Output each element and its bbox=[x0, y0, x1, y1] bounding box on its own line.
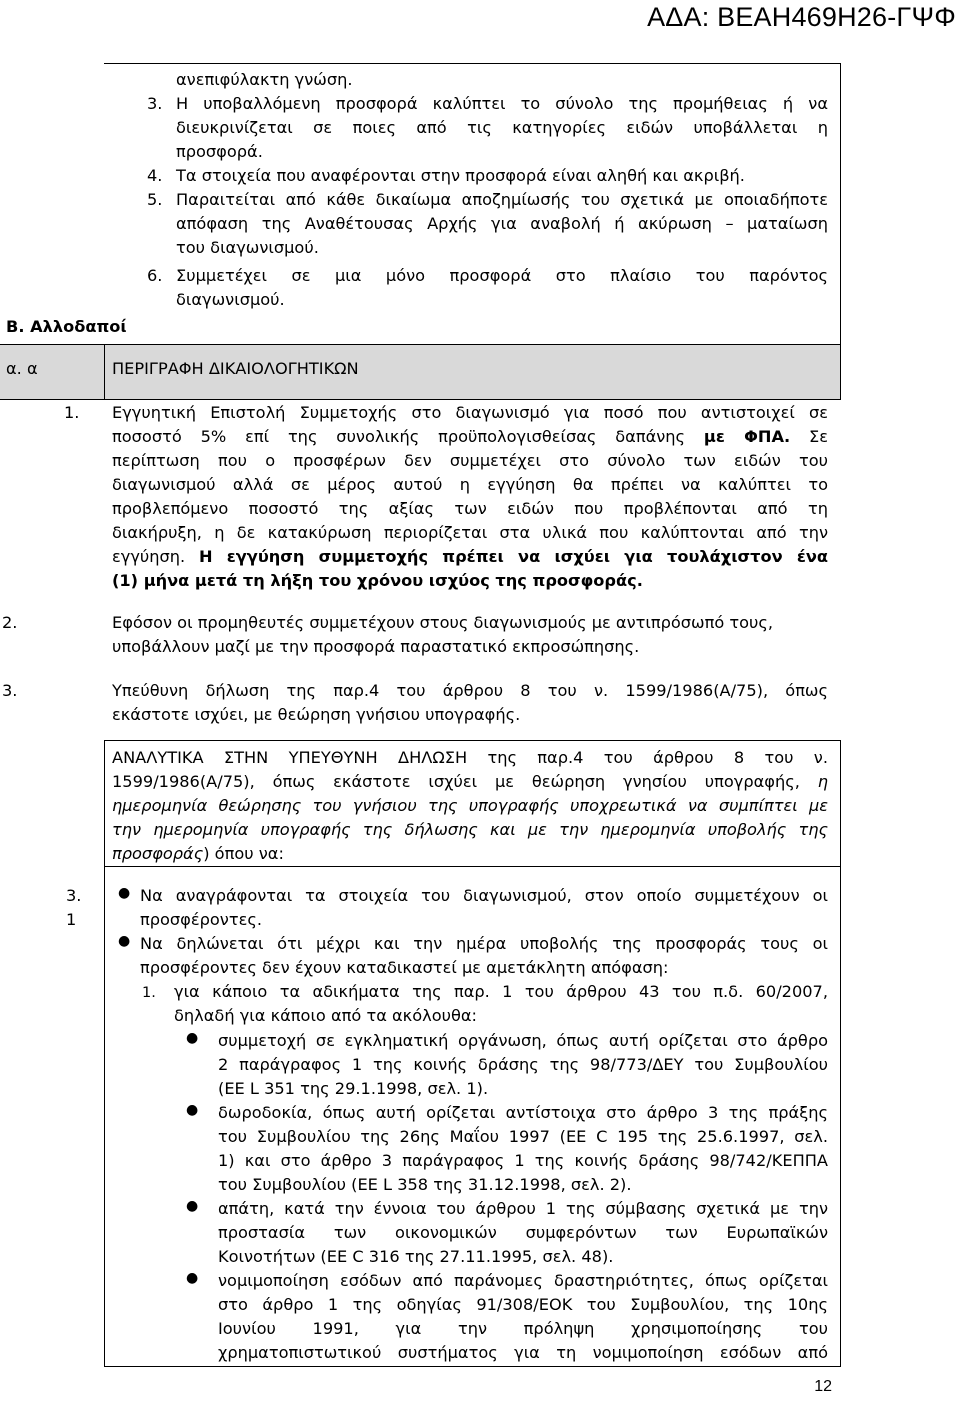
bullet-icon: ● bbox=[118, 933, 131, 949]
row-text: 1) και στο άρθρο 3 παράγραφος 1 της κοινής δράσης 98/742/ΚΕΠΠΑ bbox=[218, 1151, 828, 1170]
list-item: Τα στοιχεία που αναφέρονται στην προσφορά είναι αληθή και ακριβή. bbox=[176, 166, 745, 185]
section-title: Β. Αλλοδαποί bbox=[6, 317, 127, 336]
row-text: προβλεπόμενο ποσοστό της αξίας των ειδών που προβλέπονται από τη bbox=[112, 499, 828, 518]
row-text: του Συμβουλίου της 26ης Μαΐου 1997 (ΕΕ C 195 της 25.6.1997, σελ. bbox=[218, 1127, 828, 1146]
row-text: δωροδοκία, όπως αυτή ορίζεται αντίστοιχα στο άρθρο 3 της πράξης bbox=[218, 1103, 828, 1122]
row-text: χρηματοπιστωτικού συστήματος για τη νομιμοποίηση εσόδων από bbox=[218, 1343, 828, 1362]
row-text: για κάποιο τα αδικήματα της παρ. 1 του άρθρου 43 του π.δ. 60/2007, bbox=[174, 982, 828, 1001]
bullet-icon: ● bbox=[186, 1102, 199, 1118]
list-item: Συμμετέχει σε μια μόνο προσφορά στο πλαίσιο του παρόντος bbox=[176, 266, 828, 285]
row-text: προσφέροντες δεν έχουν καταδικαστεί με αμετάκλητη απόφαση: bbox=[140, 958, 669, 977]
sub-number: 1. bbox=[142, 985, 156, 1001]
row-text: Υπεύθυνη δήλωση της παρ.4 του άρθρου 8 του ν. 1599/1986(Α/75), όπως bbox=[112, 681, 828, 700]
row-number: 3. bbox=[2, 681, 18, 700]
row-text: διαγωνισμού αλλά σε μέρος αυτού η εγγύηση θα πρέπει να καλύπτει το bbox=[112, 475, 828, 494]
row-text: Να αναγράφονται τα στοιχεία του διαγωνισμού, στον οποίο συμμετέχουν οι bbox=[140, 886, 828, 905]
bullet-icon: ● bbox=[118, 885, 131, 901]
list-item: ανεπιφύλακτη γνώση. bbox=[176, 70, 353, 89]
row-text: 2 παράγραφος 1 της κοινής δράσης της 98/773/ΔΕΥ του Συμβουλίου bbox=[218, 1055, 828, 1074]
row-text bbox=[112, 842, 284, 866]
row-text: απάτη, κατά την έννοια του άρθρου 1 της σύμβασης σχετικά με την bbox=[218, 1199, 828, 1218]
row-text: δηλαδή για κάποιο από τα ακόλουθα: bbox=[174, 1006, 478, 1025]
text-span: 1599/1986(Α/75), όπως εκάστοτε ισχύει με θεώρηση γνησίου υπογραφής, bbox=[112, 772, 818, 791]
row-text: του Συμβουλίου (ΕΕ L 358 της 31.12.1998, σελ. 2). bbox=[218, 1175, 632, 1194]
row-number: 1 bbox=[66, 910, 77, 929]
page-number: 12 bbox=[814, 1378, 832, 1395]
list-item: διευκρινίζεται σε ποιες από τις κατηγορίες ειδών υποβάλλεται η bbox=[176, 118, 828, 137]
row-number: 1. bbox=[64, 403, 80, 422]
list-item: απόφαση της Αναθέτουσας Αρχής για αναβολή ή ακύρωση – ματαίωση bbox=[176, 214, 828, 233]
list-number: 4. bbox=[147, 166, 163, 185]
row-text: συμμετοχή σε εγκληματική οργάνωση, όπως αυτή ορίζεται στο άρθρο bbox=[218, 1031, 828, 1050]
list-number: 6. bbox=[147, 266, 163, 285]
bold-span: Η εγγύηση συμμετοχής πρέπει να ισχύει για τουλάχιστον ένα bbox=[198, 547, 828, 566]
ada-header: ΑΔΑ: ΒΕΑΗ469Η26-ΓΨΦ bbox=[647, 2, 956, 32]
text-span: εγγύηση. bbox=[112, 547, 199, 566]
table-header-col2: ΠΕΡΙΓΡΑΦΗ ΔΙΚΑΙΟΛΟΓΗΤΙΚΩΝ bbox=[112, 359, 359, 378]
bullet-icon: ● bbox=[186, 1270, 199, 1286]
row-text: προσφέροντες. bbox=[140, 910, 262, 929]
row-text: υποβάλλουν μαζί με την προσφορά παραστατικό εκπροσώπησης. bbox=[112, 637, 640, 656]
bullet-icon: ● bbox=[186, 1198, 199, 1214]
row-text: νομιμοποίηση εσόδων από παράνομες δραστηριότητες, όπως ορίζεται bbox=[218, 1271, 828, 1290]
text-span: Σε bbox=[790, 427, 829, 446]
text-span: ποσοστό 5% επί της συνολικής προϋπολογισθείσας δαπάνης bbox=[112, 427, 704, 446]
row-text bbox=[112, 545, 828, 569]
row-text: διακήρυξη, η δε κατακύρωση περιορίζεται στα υλικά που καλύπτονται από την bbox=[112, 523, 828, 542]
row-text: Εγγυητική Επιστολή Συμμετοχής στο διαγωνισμό για ποσό που αντιστοιχεί σε bbox=[112, 403, 828, 422]
bullet-icon: ● bbox=[186, 1030, 199, 1046]
row-text: (ΕΕ L 351 της 29.1.1998, σελ. 1). bbox=[218, 1079, 489, 1098]
row-text: Κοινοτήτων (ΕΕ C 316 της 27.11.1995, σελ. 48). bbox=[218, 1247, 614, 1266]
list-item: προσφορά. bbox=[176, 142, 263, 161]
row-text: εκάστοτε ισχύει, με θεώρηση γνήσιου υπογραφής. bbox=[112, 705, 521, 724]
text-span: ) όπου να: bbox=[203, 844, 284, 863]
row-text: ημερομηνία θεώρησης του γνήσιου της υπογραφής υποχρεωτικά να συμπίπτει με bbox=[112, 796, 828, 815]
row-text: (1) μήνα μετά τη λήξη του χρόνου ισχύος της προσφοράς. bbox=[112, 571, 643, 590]
bold-span: με ΦΠΑ. bbox=[703, 427, 791, 446]
row-text: την ημερομηνία υπογραφής της δήλωσης και με την ημερομηνία υποβολής της bbox=[112, 820, 828, 839]
list-number: 5. bbox=[147, 190, 163, 209]
row-text: ΑΝΑΛΥΤΙΚΑ ΣΤΗΝ ΥΠΕΥΘΥΝΗ ΔΗΛΩΣΗ της παρ.4 του άρθρου 8 του ν. bbox=[112, 748, 828, 767]
row-text bbox=[112, 770, 828, 794]
row-text: περίπτωση που ο προσφέρων δεν συμμετέχει στο σύνολο των ειδών του bbox=[112, 451, 828, 470]
row-text: Ιουνίου 1991, για την πρόληψη χρησιμοποίησης του bbox=[218, 1319, 828, 1338]
italic-span: προσφοράς bbox=[112, 844, 204, 863]
row-text: Εφόσον οι προμηθευτές συμμετέχουν στους διαγωνισμούς με αντιπρόσωπό τους, bbox=[112, 613, 774, 632]
row-text: στο άρθρο 1 της οδηγίας 91/308/ΕΟΚ του Συμβουλίου, της 10ης bbox=[218, 1295, 828, 1314]
italic-span: η bbox=[817, 772, 828, 791]
row-text: Να δηλώνεται ότι μέχρι και την ημέρα υποβολής της προσφοράς τους οι bbox=[140, 934, 828, 953]
list-item: του διαγωνισμού. bbox=[176, 238, 319, 257]
row-number: 3. bbox=[66, 886, 82, 905]
list-item: Παραιτείται από κάθε δικαίωμα αποζημίωσής του σχετικά με οποιαδήποτε bbox=[176, 190, 828, 209]
list-item: Η υποβαλλόμενη προσφορά καλύπτει το σύνολο της προμήθειας ή να bbox=[176, 94, 828, 113]
list-number: 3. bbox=[147, 94, 163, 113]
row-text bbox=[112, 425, 828, 449]
list-item: διαγωνισμού. bbox=[176, 290, 285, 309]
table-header-col1: α. α bbox=[6, 359, 38, 378]
row-number: 2. bbox=[2, 613, 18, 632]
row-text: προστασία των οικονομικών συμφερόντων των Ευρωπαϊκών bbox=[218, 1223, 828, 1242]
